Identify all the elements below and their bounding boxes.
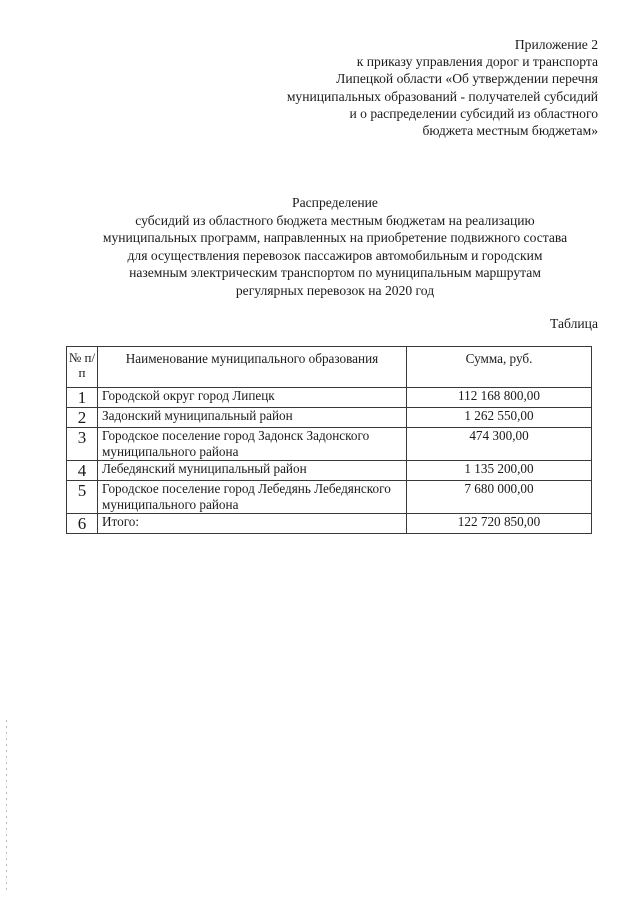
title-heading: Распределение (292, 195, 378, 210)
row-number: 3 (67, 428, 98, 461)
row-sum: 1 262 550,00 (407, 408, 592, 428)
header-sum: Сумма, руб. (407, 347, 592, 388)
table-caption: Таблица (550, 316, 598, 331)
row-number: 5 (67, 481, 98, 514)
row-number: 4 (67, 461, 98, 481)
title-line: регулярных перевозок на 2020 год (235, 282, 435, 298)
title-line: муниципальных программ, направленных на приобретение подвижного состава (102, 230, 568, 246)
row-sum: 474 300,00 (407, 428, 592, 461)
table-header-row (67, 347, 592, 388)
table-row (67, 481, 592, 514)
annex-line: бюджета местным бюджетам» (422, 123, 598, 139)
table-row (67, 428, 592, 461)
title-line: субсидий из областного бюджета местным бюджетам на реализацию (135, 212, 535, 228)
row-name: Задонский муниципальный район (98, 408, 407, 428)
row-sum: 1 135 200,00 (407, 461, 592, 481)
annex-line: Приложение 2 (514, 37, 598, 52)
annex-line: муниципальных образований - получателей субсидий (286, 88, 598, 104)
row-sum: 7 680 000,00 (407, 481, 592, 514)
header-number: № п/п (67, 347, 98, 388)
table-row (67, 461, 592, 481)
title-line: для осуществления перевозок пассажиров автомобильным и городским (127, 247, 543, 263)
table-row (67, 408, 592, 428)
row-number: 1 (67, 388, 98, 408)
annex-line: к приказу управления дорог и транспорта (356, 54, 598, 70)
row-name: Городское поселение город Лебедянь Лебедянского муниципального района (98, 481, 407, 514)
annex-header (218, 36, 598, 139)
row-sum: 122 720 850,00 (407, 514, 592, 534)
row-number: 2 (67, 408, 98, 428)
row-name: Лебедянский муниципальный район (98, 461, 407, 481)
title-line: наземным электрическим транспортом по муниципальным маршрутам (129, 265, 541, 281)
row-sum: 112 168 800,00 (407, 388, 592, 408)
document-title (40, 194, 630, 300)
annex-line: и о распределении субсидий из областного (349, 105, 598, 121)
header-name: Наименование муниципального образования (98, 347, 407, 388)
row-name: Городской округ город Липецк (98, 388, 407, 408)
row-number: 6 (67, 514, 98, 534)
subsidy-table (66, 346, 592, 534)
table-row (67, 388, 592, 408)
row-name: Итого: (98, 514, 407, 534)
row-name: Городское поселение город Задонск Задонского муниципального района (98, 428, 407, 461)
scan-edge-mark (6, 720, 7, 890)
annex-line: Липецкой области «Об утверждении перечня (336, 71, 598, 87)
table-total-row (67, 514, 592, 534)
